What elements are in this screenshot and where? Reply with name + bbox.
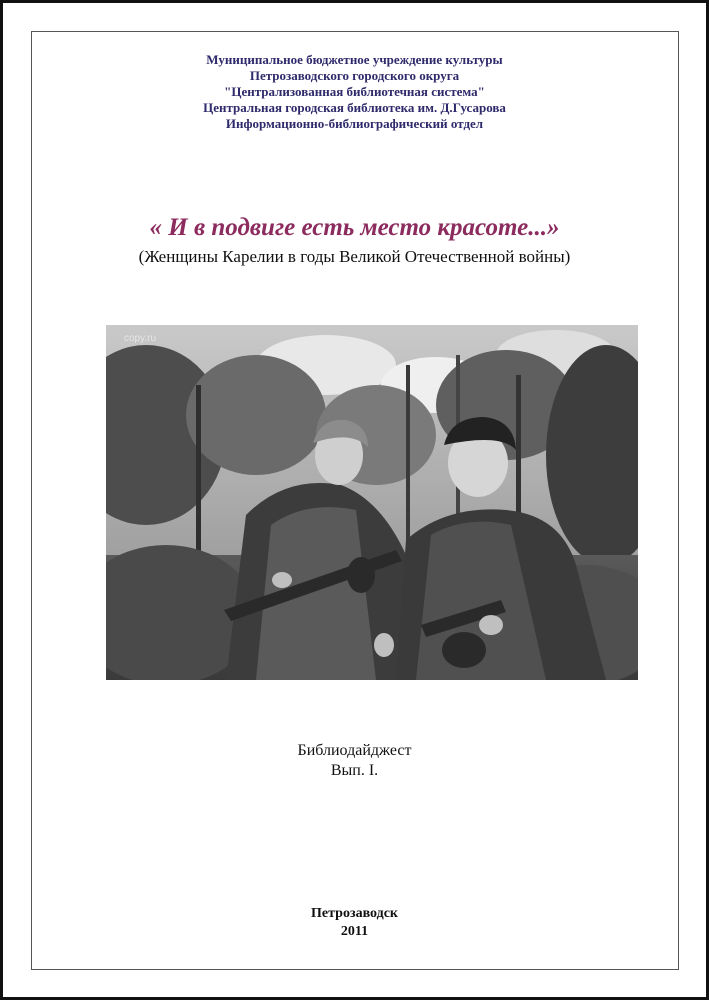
publication-info — [0, 741, 709, 781]
imprint-year: 2011 — [340, 924, 369, 939]
issue-number: Вып. I. — [330, 762, 379, 779]
imprint — [0, 905, 709, 941]
document-title: « И в подвиге есть место красоте...» — [149, 214, 560, 241]
header-line-library: Центральная городская библиотека им. Д.Гусарова — [203, 100, 506, 115]
header-line-system: "Централизованная библиотечная система" — [224, 84, 485, 99]
document-subtitle: (Женщины Карелии в годы Великой Отечественной войны) — [138, 247, 571, 266]
publication-type: Библиодайджест — [297, 742, 412, 759]
header-line-organization: Муниципальное бюджетное учреждение культуры — [206, 52, 503, 67]
imprint-city: Петрозаводск — [311, 906, 398, 921]
cover-photo — [106, 325, 638, 680]
header-line-district: Петрозаводского городского округа — [249, 68, 460, 83]
institution-header — [0, 52, 709, 132]
photo-watermark: copy.ru — [124, 333, 157, 344]
header-line-department: Информационно-библиографический отдел — [225, 116, 484, 131]
